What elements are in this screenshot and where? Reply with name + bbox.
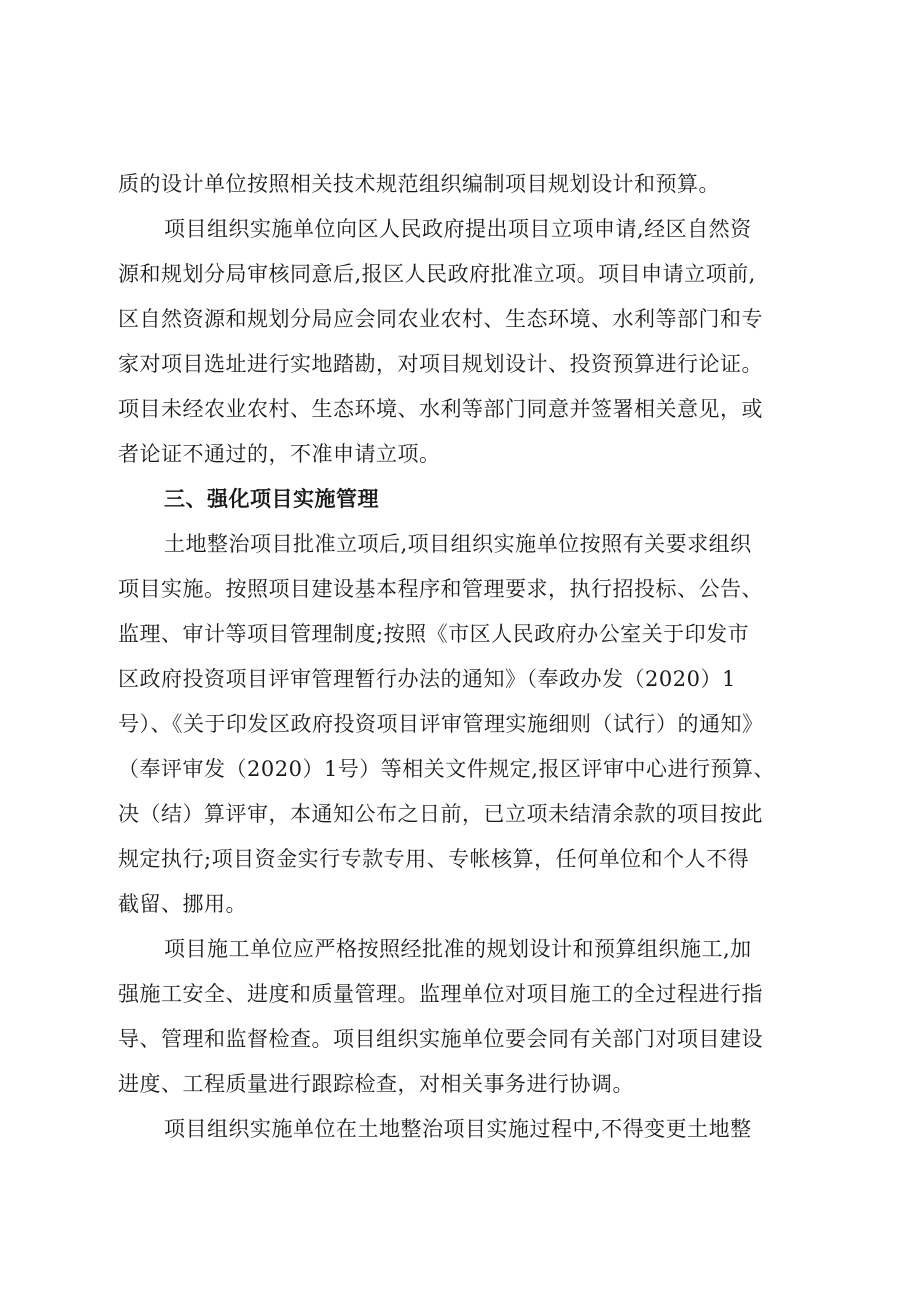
- paragraph-line: 进度、工程质量进行跟踪检查，对相关事务进行协调。: [118, 1072, 634, 1096]
- paragraph-line: 质的设计单位按照相关技术规范组织编制项目规划设计和预算。: [118, 172, 720, 196]
- paragraph-line: 项目施工单位应严格按照经批准的规划设计和预算组织施工,加: [164, 937, 752, 961]
- paragraph-line: 家对项目选址进行实地踏勘，对项目规划设计、投资预算进行论证。: [118, 352, 763, 376]
- paragraph-line: 截留、挪用。: [118, 892, 247, 916]
- paragraph-line: 监理、审计等项目管理制度;按照《市区人民政府办公室关于印发市: [118, 622, 750, 646]
- section-heading: 三、强化项目实施管理: [164, 487, 379, 511]
- paragraph-line: 规定执行;项目资金实行专款专用、专帐核算，任何单位和个人不得: [118, 847, 750, 871]
- paragraph-line: 项目实施。按照项目建设基本程序和管理要求，执行招投标、公告、: [118, 577, 763, 601]
- paragraph-line: 项目组织实施单位向区人民政府提出项目立项申请,经区自然资: [164, 217, 752, 241]
- paragraph-line: 决（结）算评审，本通知公布之日前，已立项未结清余款的项目按此: [118, 802, 763, 826]
- paragraph-line: （奉评审发（2020）1号）等相关文件规定,报区评审中心进行预算、: [118, 757, 775, 781]
- paragraph-line: 者论证不通过的，不准申请立项。: [118, 442, 441, 466]
- paragraph-line: 号）、《关于印发区政府投资项目评审管理实施细则（试行）的通知》: [118, 712, 764, 736]
- paragraph-line: 源和规划分局审核同意后,报区人民政府批准立项。项目申请立项前,: [118, 262, 756, 286]
- paragraph-line: 强施工安全、进度和质量管理。监理单位对项目施工的全过程进行指: [118, 982, 763, 1006]
- paragraph-line: 区政府投资项目评审管理暂行办法的通知》（奉政办发（2020）1: [118, 667, 736, 691]
- paragraph-line: 项目未经农业农村、生态环境、水利等部门同意并签署相关意见，或: [118, 397, 763, 421]
- paragraph-line: 项目组织实施单位在土地整治项目实施过程中,不得变更土地整: [164, 1117, 752, 1141]
- paragraph-line: 导、管理和监督检查。项目组织实施单位要会同有关部门对项目建设: [118, 1027, 763, 1051]
- paragraph-line: 土地整治项目批准立项后,项目组织实施单位按照有关要求组织: [164, 532, 752, 556]
- paragraph-line: 区自然资源和规划分局应会同农业农村、生态环境、水利等部门和专: [118, 307, 763, 331]
